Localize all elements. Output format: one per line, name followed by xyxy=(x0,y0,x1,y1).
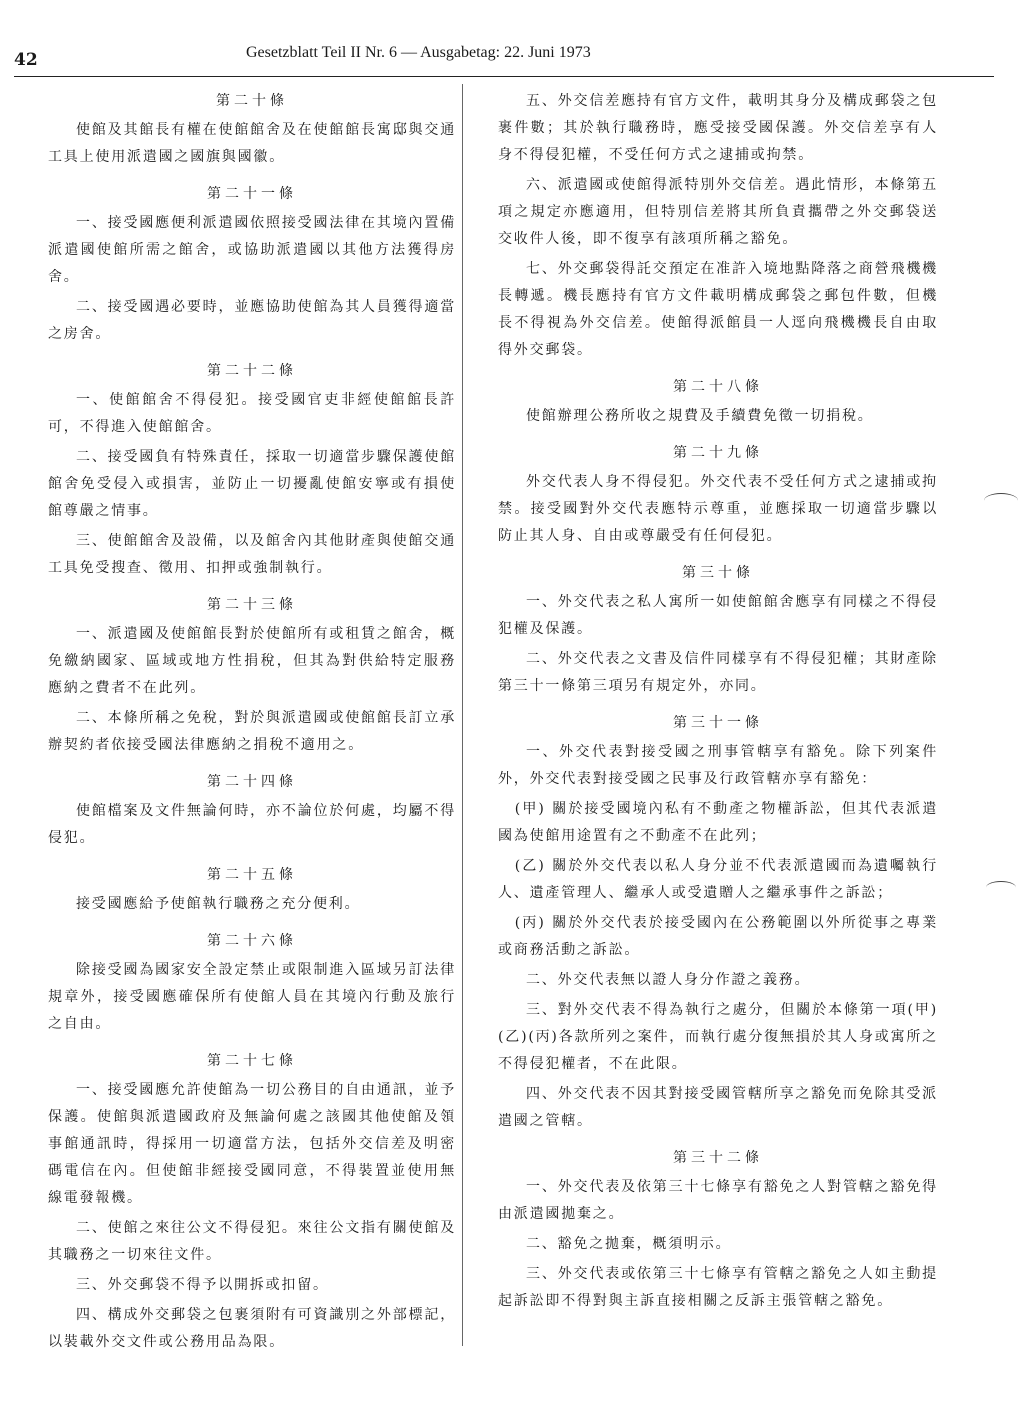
header-rule xyxy=(14,76,994,77)
article-paragraph: 一、外交代表之私人寓所一如使館館舍應享有同樣之不得侵犯權及保護。 xyxy=(498,594,938,637)
article-paragraph: 接受國應給予使館執行職務之充分便利。 xyxy=(76,896,361,912)
article-paragraph: 六、派遣國或使館得派特別外交信差。遇此情形，本條第五項之規定亦應適用，但特別信差將其所負責攜帶之外交郵袋送交收件人後，即不復享有該項所稱之豁免。 xyxy=(498,177,938,247)
article xyxy=(498,710,938,1135)
article-paragraph: (丙) 關於外交代表於接受國內在公務範圍以外所從事之專業或商務活動之訴訟。 xyxy=(498,915,938,958)
article-title: 第二十八條 xyxy=(673,379,763,395)
article-paragraph: 一、外交代表對接受國之刑事管轄享有豁免。除下列案件外，外交代表對接受國之民事及行政管轄亦享有豁免： xyxy=(498,744,938,787)
article xyxy=(48,358,456,582)
article-paragraph: 外交代表人身不得侵犯。外交代表不受任何方式之逮捕或拘禁。接受國對外交代表應特示尊重，並應採取一切適當步驟以防止其人身、自由或尊嚴受有任何侵犯。 xyxy=(498,474,938,544)
article-title: 第三十一條 xyxy=(673,715,763,731)
article-paragraph: 使館檔案及文件無論何時，亦不論位於何處，均屬不得侵犯。 xyxy=(48,803,456,846)
article-paragraph: 二、豁免之拋棄，概須明示。 xyxy=(526,1236,732,1252)
article-paragraph: 二、使館之來往公文不得侵犯。來往公文指有關使館及其職務之一切來往文件。 xyxy=(48,1220,456,1263)
article xyxy=(498,1145,938,1315)
article-paragraph: 三、外交郵袋不得予以開拆或扣留。 xyxy=(76,1277,329,1293)
article-paragraph: 五、外交信差應持有官方文件，載明其身分及構成郵袋之包裹件數；其於執行職務時，應受接受國保護。外交信差享有人身不得侵犯權，不受任何方式之逮捕或拘禁。 xyxy=(498,93,938,163)
margin-mark xyxy=(986,881,1016,894)
article-paragraph: 一、接受國應便利派遣國依照接受國法律在其境內置備派遣國使館所需之館舍，或協助派遣國以其他方法獲得房舍。 xyxy=(48,215,456,285)
article-paragraph: 一、外交代表及依第三十七條享有豁免之人對管轄之豁免得由派遣國拋棄之。 xyxy=(498,1179,938,1222)
article xyxy=(498,88,938,364)
article-title: 第二十一條 xyxy=(207,186,297,202)
margin-mark xyxy=(984,493,1018,508)
article xyxy=(498,560,938,700)
article xyxy=(498,440,938,550)
article-paragraph: 使館辦理公務所收之規費及手續費免徵一切捐稅。 xyxy=(526,408,874,424)
article-title: 第二十條 xyxy=(216,93,288,109)
article-paragraph: 二、外交代表無以證人身分作證之義務。 xyxy=(526,972,811,988)
article-title: 第二十二條 xyxy=(207,363,297,379)
article-title: 第二十七條 xyxy=(207,1053,297,1069)
article-paragraph: 使館及其館長有權在使館館舍及在使館館長寓邸與交通工具上使用派遣國之國旗與國徽。 xyxy=(48,122,456,165)
article xyxy=(48,88,456,171)
article-paragraph: 一、使館館舍不得侵犯。接受國官吏非經使館館長許可，不得進入使館館舍。 xyxy=(48,392,456,435)
article xyxy=(48,769,456,852)
article-paragraph: 三、外交代表或依第三十七條享有管轄之豁免之人如主動提起訴訟即不得對與主訴直接相關之反訴主張管轄之豁免。 xyxy=(498,1266,938,1309)
article-title: 第二十四條 xyxy=(207,774,297,790)
article xyxy=(48,1048,456,1356)
article xyxy=(48,862,456,918)
article xyxy=(48,181,456,348)
article-paragraph: 三、對外交代表不得為執行之處分，但關於本條第一項(甲)(乙)(丙)各款所列之案件，而執行處分復無損於其人身或寓所之不得侵犯權者，不在此限。 xyxy=(498,1002,938,1072)
left-column xyxy=(48,88,456,1366)
article-paragraph: 二、接受國遇必要時，並應協助使館為其人員獲得適當之房舍。 xyxy=(48,299,456,342)
article-paragraph: 二、外交代表之文書及信件同樣享有不得侵犯權；其財產除第三十一條第三項另有規定外，亦同。 xyxy=(498,651,938,694)
article-paragraph: 一、接受國應允許使館為一切公務目的自由通訊，並予保護。使館與派遣國政府及無論何處之該國其他使館及領事館通訊時，得採用一切適當方法，包括外交信差及明密碼電信在內。但使館非經接受國同意，不得裝置並使用無線電發報機。 xyxy=(48,1082,456,1206)
article-paragraph: 四、外交代表不因其對接受國管轄所享之豁免而免除其受派遣國之管轄。 xyxy=(498,1086,938,1129)
article-title: 第三十二條 xyxy=(673,1150,763,1166)
article-paragraph: 除接受國為國家安全設定禁止或限制進入區域另訂法律規章外，接受國應確保所有使館人員在其境內行動及旅行之自由。 xyxy=(48,962,456,1032)
page-number: 42 xyxy=(14,50,38,70)
article-paragraph: (乙) 關於外交代表以私人身分並不代表派遣國而為遺囑執行人、遺產管理人、繼承人或受遺贈人之繼承事件之訴訟； xyxy=(498,858,938,901)
article-paragraph: 三、使館館舍及設備，以及館舍內其他財產與使館交通工具免受搜查、徵用、扣押或強制執行。 xyxy=(48,533,456,576)
article-paragraph: 二、接受國負有特殊責任，採取一切適當步驟保護使館館舍免受侵入或損害，並防止一切擾亂使館安寧或有損使館尊嚴之情事。 xyxy=(48,449,456,519)
article xyxy=(498,374,938,430)
article-paragraph: 一、派遣國及使館館長對於使館所有或租賃之館舍，概免繳納國家、區域或地方性捐稅，但其為對供給特定服務應納之費者不在此列。 xyxy=(48,626,456,696)
article-title: 第二十九條 xyxy=(673,445,763,461)
article-paragraph: 二、本條所稱之免稅，對於與派遣國或使館館長訂立承辦契約者依接受國法律應納之捐稅不適用之。 xyxy=(48,710,456,753)
page-header xyxy=(14,40,984,74)
article-title: 第二十三條 xyxy=(207,597,297,613)
article xyxy=(48,928,456,1038)
article-title: 第三十條 xyxy=(682,565,754,581)
article-title: 第二十五條 xyxy=(207,867,297,883)
article-paragraph: 七、外交郵袋得託交預定在准許入境地點降落之商營飛機機長轉遞。機長應持有官方文件載明構成郵袋之郵包件數，但機長不得視為外交信差。使館得派館員一人逕向飛機機長自由取得外交郵袋。 xyxy=(498,261,938,358)
article-paragraph: (甲) 關於接受國境內私有不動產之物權訴訟，但其代表派遣國為使館用途置有之不動產不在此列； xyxy=(498,801,938,844)
column-divider xyxy=(462,84,463,1346)
right-column xyxy=(498,88,938,1325)
article-title: 第二十六條 xyxy=(207,933,297,949)
gazette-header-title: Gesetzblatt Teil II Nr. 6 — Ausgabetag: 22. Juni 1973 xyxy=(246,44,591,61)
article xyxy=(48,592,456,759)
article-paragraph: 四、構成外交郵袋之包裹須附有可資識別之外部標記，以裝載外交文件或公務用品為限。 xyxy=(48,1307,456,1350)
